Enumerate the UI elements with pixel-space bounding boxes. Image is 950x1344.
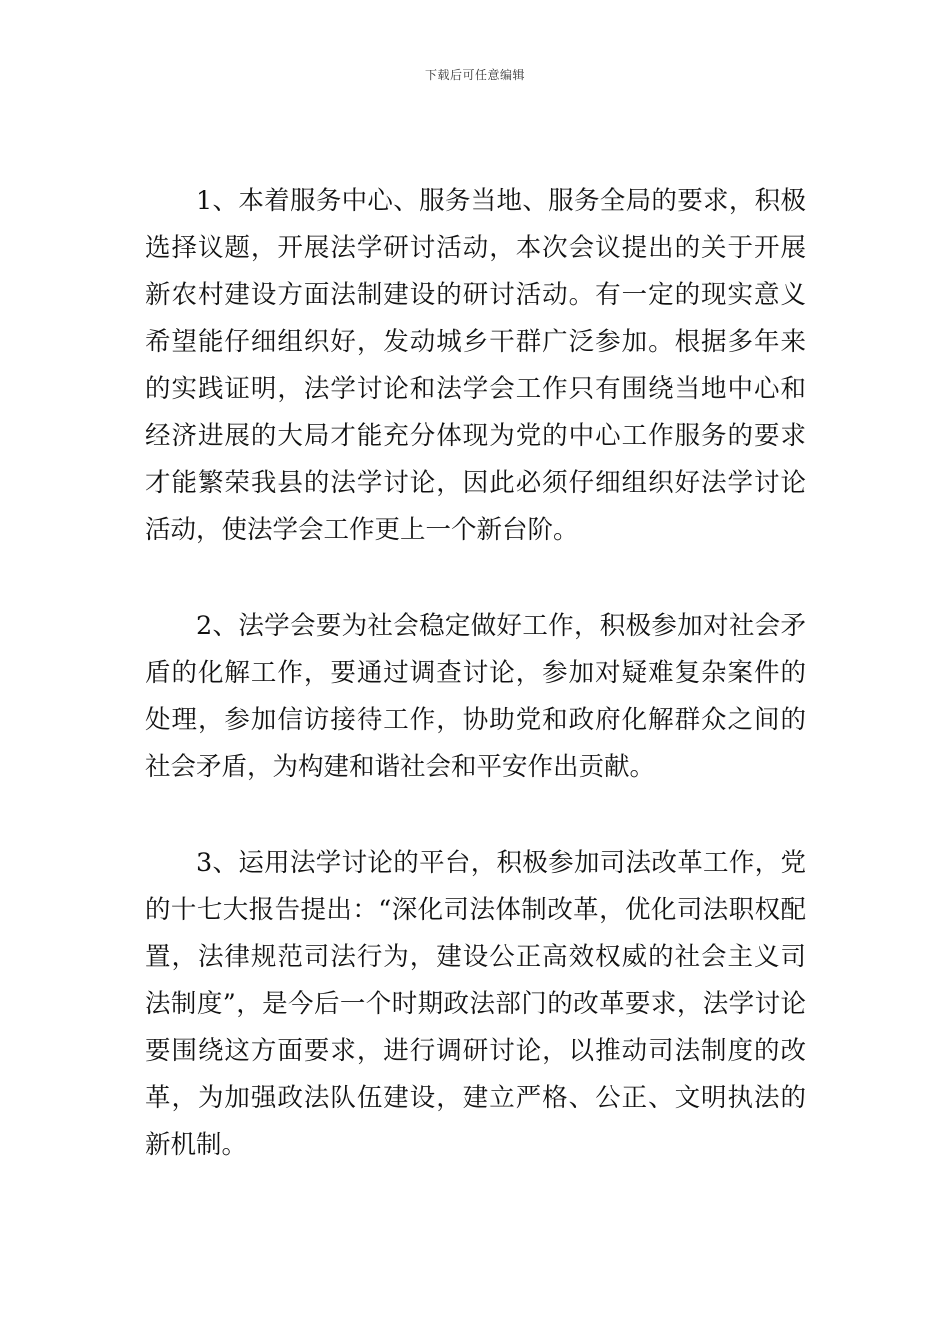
paragraph-3: 3、运用法学讨论的平台，积极参加司法改革工作，党的十七大报告提出：“深化司法体制改革，优化司法职权配置，法律规范司法行为，建设公正高效权威的社会主义司法制度”，是今后一个时期政法部门的改革要求，法学讨论要围绕这方面要求，进行调研讨论，以推动司法制度的改革，为加强政法队伍建设，建立严格、公正、文明执法的新机制。 (145, 848, 806, 1160)
document-body (145, 178, 806, 1218)
paragraph-1: 1、本着服务中心、服务当地、服务全局的要求，积极选择议题，开展法学研讨活动，本次会议提出的关于开展新农村建设方面法制建设的研讨活动。有一定的现实意义希望能仔细组织好，发动城乡干群广泛参加。根据多年来的实践证明，法学讨论和法学会工作只有围绕当地中心和经济进展的大局才能充分体现为党的中心工作服务的要求才能繁荣我县的法学讨论，因此必须仔细组织好法学讨论活动，使法学会工作更上一个新台阶。 (145, 186, 806, 545)
paragraph-2: 2、法学会要为社会稳定做好工作，积极参加对社会矛盾的化解工作，要通过调查讨论，参加对疑难复杂案件的处理，参加信访接待工作，协助党和政府化解群众之间的社会矛盾，为构建和谐社会和平安作出贡献。 (145, 611, 806, 782)
page-header: 下载后可任意编辑 (424, 68, 525, 82)
